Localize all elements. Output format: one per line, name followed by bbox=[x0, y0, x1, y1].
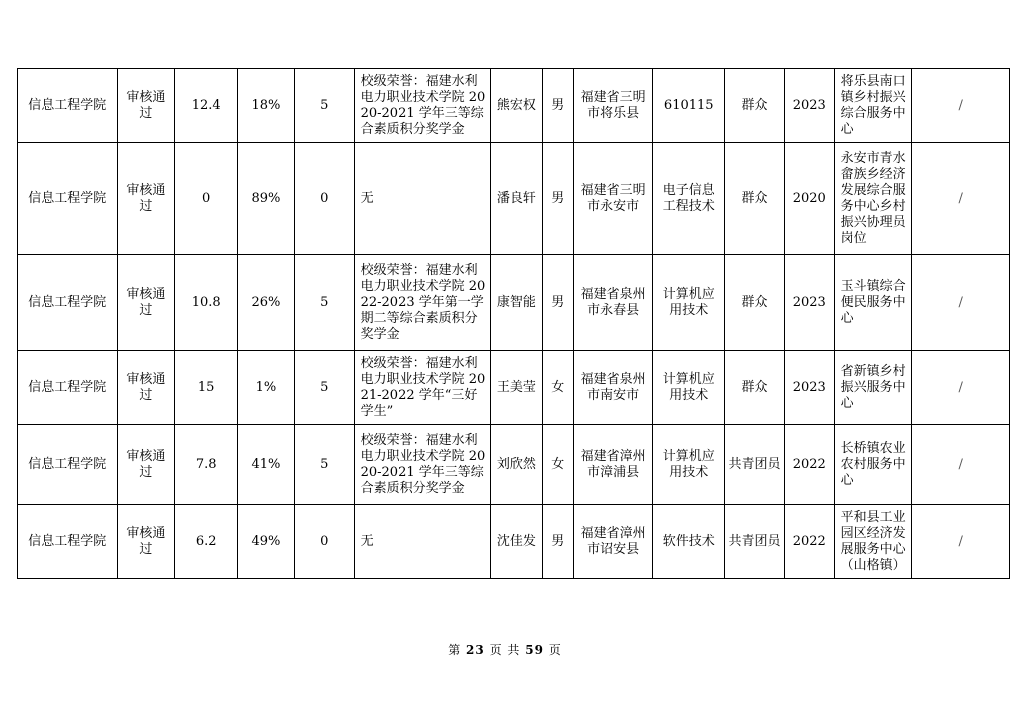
remark-cell: / bbox=[912, 351, 1010, 425]
college-cell: 信息工程学院 bbox=[18, 143, 118, 255]
employer-cell: 省新镇乡村振兴服务中心 bbox=[834, 351, 912, 425]
points-cell: 5 bbox=[294, 425, 354, 505]
honor-cell: 校级荣誉：福建水利电力职业技术学院 2022-2023 学年第一学期二等综合素质积分奖学金 bbox=[354, 255, 490, 351]
name-cell: 刘欣然 bbox=[491, 425, 543, 505]
major-cell: 610115 bbox=[653, 69, 725, 143]
name-cell: 王美莹 bbox=[491, 351, 543, 425]
footer-total-pages: 59 bbox=[525, 643, 544, 657]
origin-cell: 福建省泉州市永春县 bbox=[573, 255, 653, 351]
footer-middle: 页 共 bbox=[489, 643, 521, 657]
table-row bbox=[18, 425, 1010, 505]
score-cell: 12.4 bbox=[175, 69, 238, 143]
gender-cell: 男 bbox=[542, 255, 573, 351]
honor-cell: 无 bbox=[354, 143, 490, 255]
points-cell: 0 bbox=[294, 143, 354, 255]
name-cell: 熊宏权 bbox=[491, 69, 543, 143]
year-cell: 2023 bbox=[784, 351, 834, 425]
college-cell: 信息工程学院 bbox=[18, 505, 118, 579]
points-cell: 5 bbox=[294, 255, 354, 351]
table-row bbox=[18, 351, 1010, 425]
rank-percent-cell: 49% bbox=[238, 505, 295, 579]
score-cell: 15 bbox=[175, 351, 238, 425]
status-cell: 审核通过 bbox=[117, 255, 175, 351]
employer-cell: 长桥镇农业农村服务中心 bbox=[834, 425, 912, 505]
gender-cell: 男 bbox=[542, 69, 573, 143]
status-cell: 审核通过 bbox=[117, 351, 175, 425]
score-cell: 10.8 bbox=[175, 255, 238, 351]
college-cell: 信息工程学院 bbox=[18, 69, 118, 143]
remark-cell: / bbox=[912, 505, 1010, 579]
table-row bbox=[18, 505, 1010, 579]
major-cell: 计算机应用技术 bbox=[653, 425, 725, 505]
year-cell: 2022 bbox=[784, 425, 834, 505]
major-cell: 计算机应用技术 bbox=[653, 255, 725, 351]
political-status-cell: 群众 bbox=[725, 69, 785, 143]
origin-cell: 福建省泉州市南安市 bbox=[573, 351, 653, 425]
remark-cell: / bbox=[912, 425, 1010, 505]
score-cell: 6.2 bbox=[175, 505, 238, 579]
rank-percent-cell: 18% bbox=[238, 69, 295, 143]
honor-cell: 无 bbox=[354, 505, 490, 579]
rank-percent-cell: 1% bbox=[238, 351, 295, 425]
footer-prefix: 第 bbox=[448, 643, 462, 657]
status-cell: 审核通过 bbox=[117, 425, 175, 505]
status-cell: 审核通过 bbox=[117, 505, 175, 579]
year-cell: 2023 bbox=[784, 69, 834, 143]
college-cell: 信息工程学院 bbox=[18, 255, 118, 351]
name-cell: 沈佳发 bbox=[491, 505, 543, 579]
employer-cell: 平和县工业园区经济发展服务中心（山格镇） bbox=[834, 505, 912, 579]
origin-cell: 福建省漳州市漳浦县 bbox=[573, 425, 653, 505]
rank-percent-cell: 26% bbox=[238, 255, 295, 351]
origin-cell: 福建省三明市永安市 bbox=[573, 143, 653, 255]
gender-cell: 男 bbox=[542, 143, 573, 255]
major-cell: 电子信息工程技术 bbox=[653, 143, 725, 255]
political-status-cell: 群众 bbox=[725, 143, 785, 255]
origin-cell: 福建省漳州市诏安县 bbox=[573, 505, 653, 579]
honor-cell: 校级荣誉：福建水利电力职业技术学院 2020-2021 学年三等综合素质积分奖学金 bbox=[354, 69, 490, 143]
rank-percent-cell: 41% bbox=[238, 425, 295, 505]
score-cell: 7.8 bbox=[175, 425, 238, 505]
remark-cell: / bbox=[912, 143, 1010, 255]
remark-cell: / bbox=[912, 69, 1010, 143]
score-cell: 0 bbox=[175, 143, 238, 255]
status-cell: 审核通过 bbox=[117, 143, 175, 255]
honor-cell: 校级荣誉：福建水利电力职业技术学院 2021-2022 学年“三好学生” bbox=[354, 351, 490, 425]
name-cell: 康智能 bbox=[491, 255, 543, 351]
gender-cell: 女 bbox=[542, 425, 573, 505]
table-row bbox=[18, 69, 1010, 143]
year-cell: 2022 bbox=[784, 505, 834, 579]
gender-cell: 女 bbox=[542, 351, 573, 425]
employer-cell: 将乐县南口镇乡村振兴综合服务中心 bbox=[834, 69, 912, 143]
points-cell: 5 bbox=[294, 69, 354, 143]
year-cell: 2023 bbox=[784, 255, 834, 351]
political-status-cell: 群众 bbox=[725, 351, 785, 425]
gender-cell: 男 bbox=[542, 505, 573, 579]
points-cell: 0 bbox=[294, 505, 354, 579]
college-cell: 信息工程学院 bbox=[18, 425, 118, 505]
rank-percent-cell: 89% bbox=[238, 143, 295, 255]
political-status-cell: 群众 bbox=[725, 255, 785, 351]
honor-cell: 校级荣誉：福建水利电力职业技术学院 2020-2021 学年三等综合素质积分奖学金 bbox=[354, 425, 490, 505]
footer-suffix: 页 bbox=[548, 643, 562, 657]
political-status-cell: 共青团员 bbox=[725, 505, 785, 579]
year-cell: 2020 bbox=[784, 143, 834, 255]
page-footer bbox=[0, 641, 1010, 658]
table-row bbox=[18, 255, 1010, 351]
origin-cell: 福建省三明市将乐县 bbox=[573, 69, 653, 143]
political-status-cell: 共青团员 bbox=[725, 425, 785, 505]
status-cell: 审核通过 bbox=[117, 69, 175, 143]
employer-cell: 永安市青水畲族乡经济发展综合服务中心乡村振兴协理员岗位 bbox=[834, 143, 912, 255]
recipients-table bbox=[17, 68, 1010, 579]
employer-cell: 玉斗镇综合便民服务中心 bbox=[834, 255, 912, 351]
major-cell: 计算机应用技术 bbox=[653, 351, 725, 425]
name-cell: 潘良轩 bbox=[491, 143, 543, 255]
major-cell: 软件技术 bbox=[653, 505, 725, 579]
college-cell: 信息工程学院 bbox=[18, 351, 118, 425]
remark-cell: / bbox=[912, 255, 1010, 351]
footer-page-number: 23 bbox=[466, 643, 485, 657]
points-cell: 5 bbox=[294, 351, 354, 425]
table-row bbox=[18, 143, 1010, 255]
